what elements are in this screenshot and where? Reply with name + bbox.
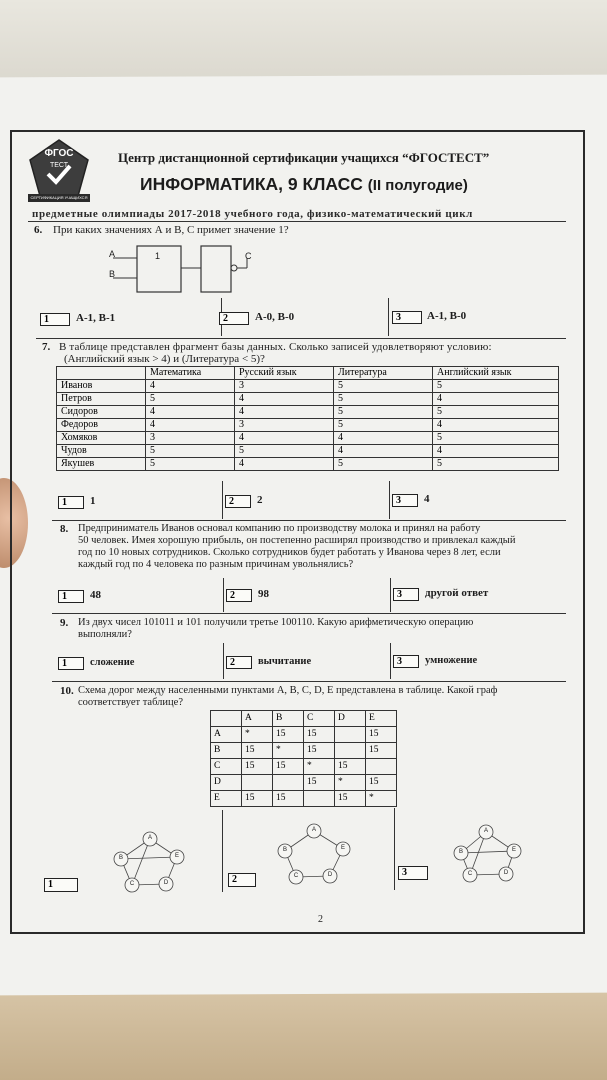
header-center-title: Центр дистанционной сертификации учащихся “ФГОСТЕСТ”	[118, 150, 490, 165]
q7-option-1-box[interactable]: 1	[58, 496, 84, 509]
table-cell: 4	[235, 406, 334, 419]
q6-option-3-label[interactable]: А-1, В-0	[427, 310, 467, 322]
table-cell: 4	[146, 406, 235, 419]
q10-option-3-box[interactable]: 3	[398, 866, 428, 880]
q7-database-table	[56, 366, 559, 471]
table-cell: 4	[433, 393, 559, 406]
q8-text-line-2: 50 человек. Имея хорошую прибыль, он постепенно расширял производство и привлекал каждый	[78, 535, 516, 546]
background-table	[0, 985, 607, 1080]
table-cell: 3	[235, 380, 334, 393]
graph-node-d: D	[163, 880, 169, 886]
table-cell: 5	[334, 419, 433, 432]
table-cell: 15	[304, 727, 335, 743]
table-cell: 5	[433, 380, 559, 393]
table-cell	[304, 791, 335, 807]
table-cell: *	[366, 791, 397, 807]
table-row	[57, 380, 559, 393]
graph-node-c: C	[293, 873, 299, 879]
table-header-cell: C	[304, 711, 335, 727]
q7-text-1: В таблице представлен фрагмент базы данных. Сколько записей удовлетворяют условию:	[59, 341, 492, 353]
graph-node-e: E	[174, 853, 179, 859]
table-row	[211, 775, 397, 791]
q9-text-line-2: выполняли?	[78, 629, 132, 640]
table-cell: Якушев	[57, 458, 146, 471]
graph-node-a: A	[311, 827, 316, 833]
table-cell: Петров	[57, 393, 146, 406]
q7-divider-1	[222, 481, 223, 519]
q7-top-rule	[36, 338, 566, 339]
table-row	[57, 432, 559, 445]
table-cell: 15	[273, 791, 304, 807]
q8-text-line-4: каждый год по 4 человека по разным причинам увольнялись?	[78, 559, 354, 570]
q6-question	[34, 224, 289, 236]
circuit-label-a: A	[109, 249, 116, 259]
q10-text-line-1: Схема дорог между населенными пунктами A, B, C, D, E представлена в таблице. Какой граф	[78, 685, 498, 696]
table-row	[57, 393, 559, 406]
table-row	[211, 727, 397, 743]
table-cell	[335, 743, 366, 759]
q8-option-3-label[interactable]: другой ответ	[425, 587, 489, 599]
table-cell: 15	[366, 743, 397, 759]
q9-option-3-label[interactable]: умножение	[425, 655, 478, 666]
q8-option-2-box[interactable]: 2	[226, 589, 252, 602]
table-cell: 5	[334, 458, 433, 471]
table-cell: 3	[146, 432, 235, 445]
q6-option-2-box[interactable]: 2	[219, 312, 249, 325]
table-cell: *	[335, 775, 366, 791]
table-cell: 4	[146, 419, 235, 432]
table-header-cell: B	[273, 711, 304, 727]
table-header-cell	[211, 711, 242, 727]
graph-node-e: E	[511, 847, 516, 853]
q8-option-3-box[interactable]: 3	[393, 588, 419, 601]
table-cell: 15	[366, 727, 397, 743]
q6-number: 6.	[34, 224, 43, 236]
q8-divider-2	[390, 578, 391, 612]
table-cell: 5	[146, 445, 235, 458]
table-cell: 3	[235, 419, 334, 432]
graph-option-1[interactable]	[108, 826, 194, 896]
table-cell: 4	[235, 432, 334, 445]
logo-ribbon-text: СЕРТИФИКАЦИЯ УЧАЩИХСЯ	[30, 195, 88, 200]
q9-option-1-label[interactable]: сложение	[90, 657, 135, 668]
table-header-cell: Математика	[146, 367, 235, 380]
table-row	[211, 791, 397, 807]
table-cell: D	[211, 775, 242, 791]
table-cell: C	[211, 759, 242, 775]
q8-text-line-1: Предприниматель Иванов основал компанию по производству молока и принял на работу	[78, 523, 481, 534]
q6-divider-2	[388, 298, 389, 336]
table-cell: 5	[146, 393, 235, 406]
table-header-row	[57, 367, 559, 380]
q9-option-2-label[interactable]: вычитание	[258, 656, 312, 667]
table-cell: 5	[334, 380, 433, 393]
table-row	[57, 419, 559, 432]
table-cell: Хомяков	[57, 432, 146, 445]
table-cell: 4	[235, 393, 334, 406]
q9-top-rule	[52, 613, 566, 614]
table-cell	[242, 775, 273, 791]
q6-top-rule	[28, 221, 566, 222]
graph-node-a: A	[483, 828, 488, 834]
table-cell: 5	[433, 406, 559, 419]
q7-option-1-label[interactable]: 1	[90, 495, 96, 507]
q8-number: 8.	[60, 523, 69, 535]
graph-node-d: D	[327, 872, 333, 878]
table-cell: Федоров	[57, 419, 146, 432]
q8-option-2-label[interactable]: 98	[258, 588, 269, 600]
table-cell: Иванов	[57, 380, 146, 393]
q7-question-line-1	[42, 341, 492, 353]
q7-text-2: (Английский язык > 4) и (Литература < 5)?	[64, 353, 265, 365]
header-subject: ИНФОРМАТИКА, 9 КЛАСС	[140, 174, 363, 194]
q10-option-1-box[interactable]: 1	[44, 878, 78, 892]
table-cell: Сидоров	[57, 406, 146, 419]
table-cell: 15	[242, 759, 273, 775]
q6-option-3-box[interactable]: 3	[392, 311, 422, 324]
q8-divider-1	[223, 578, 224, 612]
table-cell	[273, 775, 304, 791]
table-cell: 5	[235, 445, 334, 458]
table-cell: 15	[335, 759, 366, 775]
table-header-cell: Русский язык	[235, 367, 334, 380]
graph-node-b: B	[118, 855, 123, 861]
table-cell: 4	[433, 419, 559, 432]
q7-option-2-box[interactable]: 2	[225, 495, 251, 508]
graph-node-c: C	[129, 881, 135, 887]
table-header-cell	[57, 367, 146, 380]
table-row	[211, 743, 397, 759]
q9-option-2-box[interactable]: 2	[226, 656, 252, 669]
table-header-cell: D	[335, 711, 366, 727]
table-cell: 15	[304, 775, 335, 791]
table-cell: 15	[273, 727, 304, 743]
table-row	[57, 458, 559, 471]
table-header-cell: A	[242, 711, 273, 727]
q10-top-rule	[52, 681, 566, 682]
table-cell: 5	[334, 393, 433, 406]
table-cell: 4	[433, 445, 559, 458]
table-header-row	[211, 711, 397, 727]
table-row	[57, 445, 559, 458]
table-cell: 5	[334, 406, 433, 419]
table-cell	[366, 759, 397, 775]
table-cell: B	[211, 743, 242, 759]
q10-text-line-2: соответствует таблице?	[78, 697, 183, 708]
graph-node-b: B	[282, 847, 287, 853]
table-cell: 5	[433, 432, 559, 445]
table-cell	[335, 727, 366, 743]
page-number: 2	[318, 914, 323, 925]
q6-option-1-label[interactable]: А-1, В-1	[76, 312, 116, 324]
table-cell: 4	[334, 445, 433, 458]
q10-option-2-box[interactable]: 2	[228, 873, 256, 887]
circuit-label-c: C	[245, 251, 252, 261]
table-header-cell: Английский язык	[433, 367, 559, 380]
table-cell: 15	[304, 743, 335, 759]
table-cell: 5	[433, 458, 559, 471]
table-cell: 15	[273, 759, 304, 775]
table-cell: E	[211, 791, 242, 807]
table-header-cell: E	[366, 711, 397, 727]
table-row	[211, 759, 397, 775]
q8-option-1-box[interactable]: 1	[58, 590, 84, 603]
q9-divider-2	[390, 643, 391, 679]
table-row	[57, 406, 559, 419]
table-cell: 15	[242, 743, 273, 759]
table-cell: *	[304, 759, 335, 775]
graph-node-e: E	[340, 845, 345, 851]
q10-divider-2	[394, 808, 395, 890]
table-cell: *	[242, 727, 273, 743]
q6-option-1-box[interactable]: 1	[40, 313, 70, 326]
header-period: (II полугодие)	[367, 177, 468, 194]
logo-middle-text: ТЕСТ	[49, 162, 69, 169]
table-cell: 15	[366, 775, 397, 791]
table-cell: *	[273, 743, 304, 759]
q8-option-1-label[interactable]: 48	[90, 589, 101, 601]
q7-option-3-label[interactable]: 4	[424, 493, 430, 505]
table-cell: 15	[242, 791, 273, 807]
graph-node-c: C	[467, 871, 473, 877]
logo-top-text: ФГОС	[44, 148, 74, 159]
q9-number: 9.	[60, 617, 69, 629]
table-cell: 15	[335, 791, 366, 807]
table-header-cell: Литература	[334, 367, 433, 380]
q10-number: 10.	[60, 685, 74, 697]
table-cell: Чудов	[57, 445, 146, 458]
q8-text-line-3: год по 10 новых сотрудников. Сколько сотрудников будет работать у Иванова через 8 лет, если	[78, 547, 501, 558]
q8-top-rule	[52, 520, 566, 521]
q9-option-1-box[interactable]: 1	[58, 657, 84, 670]
table-cell: 4	[146, 380, 235, 393]
q7-option-3-box[interactable]: 3	[392, 494, 418, 507]
q10-divider-1	[222, 810, 223, 892]
q9-text-line-1: Из двух чисел 101011 и 101 получили третье 100110. Какую арифметическую операцию	[78, 617, 474, 628]
graph-option-3[interactable]	[446, 820, 532, 890]
graph-node-b: B	[458, 849, 463, 855]
graph-node-a: A	[147, 835, 152, 841]
table-cell: 4	[235, 458, 334, 471]
q9-divider-1	[223, 643, 224, 679]
q7-number: 7.	[42, 341, 51, 353]
table-cell: A	[211, 727, 242, 743]
q7-divider-2	[389, 481, 390, 519]
graph-node-d: D	[503, 870, 509, 876]
graph-option-2[interactable]	[272, 818, 358, 888]
circuit-label-b: B	[109, 269, 116, 279]
q6-text: При каких значениях А и В, С примет значение 1?	[53, 224, 289, 236]
q7-option-2-label[interactable]: 2	[257, 494, 263, 506]
q6-option-2-label[interactable]: А-0, В-0	[255, 311, 295, 323]
q10-roads-table	[210, 710, 397, 807]
header-olympiad: предметные олимпиады 2017-2018 учебного года, физико-математический цикл	[32, 208, 473, 220]
circuit-label-one: 1	[155, 251, 161, 261]
logic-circuit	[105, 240, 265, 298]
q9-option-3-box[interactable]: 3	[393, 655, 419, 668]
table-cell: 4	[334, 432, 433, 445]
table-cell: 5	[146, 458, 235, 471]
